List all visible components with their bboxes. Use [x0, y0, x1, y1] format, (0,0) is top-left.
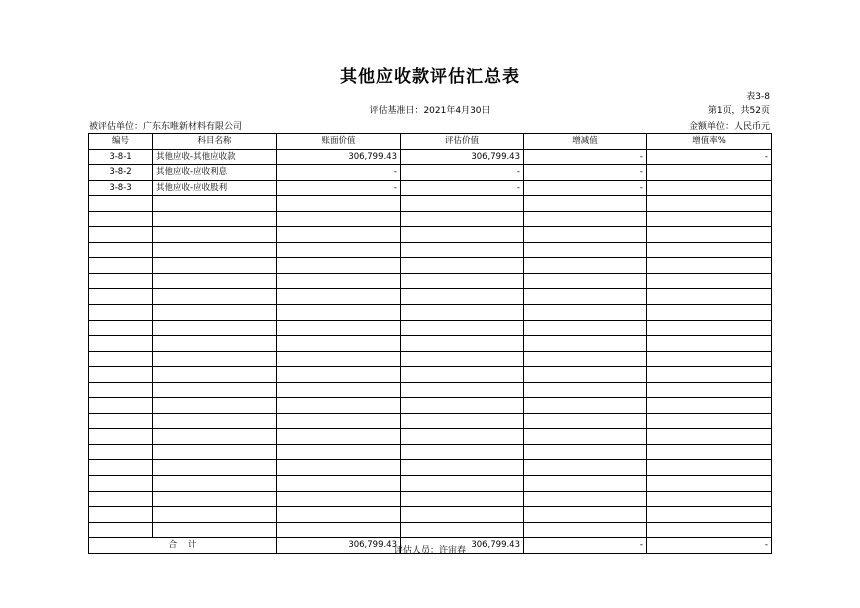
- currency-unit: 金额单位：人民币元: [688, 122, 770, 132]
- empty-row: [89, 367, 772, 383]
- empty-cell: [89, 382, 153, 398]
- empty-cell: [277, 398, 401, 414]
- empty-cell: [524, 522, 647, 538]
- empty-cell: [647, 305, 772, 321]
- empty-cell: [89, 413, 153, 429]
- cell-code: 3-8-2: [89, 165, 153, 181]
- table-number: 表3-8: [746, 92, 770, 102]
- empty-cell: [89, 507, 153, 523]
- header-name: 科目名称: [153, 134, 277, 150]
- empty-cell: [153, 273, 277, 289]
- empty-cell: [401, 382, 524, 398]
- empty-cell: [524, 273, 647, 289]
- cell-appraised-value: -: [401, 165, 524, 181]
- empty-cell: [277, 382, 401, 398]
- empty-cell: [89, 336, 153, 352]
- total-book-value: 306,799.43: [277, 538, 401, 554]
- cell-name: 其他应收-应收股利: [153, 180, 277, 196]
- empty-cell: [524, 211, 647, 227]
- header-code: 编号: [89, 134, 153, 150]
- empty-cell: [277, 196, 401, 212]
- empty-cell: [524, 320, 647, 336]
- empty-cell: [647, 227, 772, 243]
- empty-cell: [153, 413, 277, 429]
- empty-cell: [524, 398, 647, 414]
- empty-cell: [647, 398, 772, 414]
- empty-row: [89, 522, 772, 538]
- empty-cell: [153, 351, 277, 367]
- empty-cell: [524, 491, 647, 507]
- empty-cell: [401, 522, 524, 538]
- empty-row: [89, 413, 772, 429]
- empty-cell: [401, 196, 524, 212]
- empty-row: [89, 289, 772, 305]
- cell-rate: [647, 165, 772, 181]
- empty-cell: [647, 242, 772, 258]
- empty-cell: [401, 367, 524, 383]
- appraiser: 评估人员：许宙春: [393, 546, 466, 556]
- cell-rate: [647, 180, 772, 196]
- empty-cell: [647, 382, 772, 398]
- empty-cell: [277, 413, 401, 429]
- empty-cell: [153, 336, 277, 352]
- empty-cell: [401, 258, 524, 274]
- entity-name: 被评估单位：广东东唯新材料有限公司: [89, 122, 243, 132]
- empty-cell: [277, 351, 401, 367]
- empty-cell: [153, 491, 277, 507]
- empty-cell: [524, 289, 647, 305]
- table-header-row: [89, 134, 772, 150]
- empty-cell: [277, 211, 401, 227]
- empty-cell: [89, 227, 153, 243]
- empty-cell: [89, 491, 153, 507]
- empty-row: [89, 258, 772, 274]
- empty-cell: [89, 211, 153, 227]
- empty-cell: [401, 289, 524, 305]
- empty-cell: [524, 351, 647, 367]
- empty-cell: [89, 444, 153, 460]
- empty-cell: [647, 491, 772, 507]
- empty-cell: [153, 196, 277, 212]
- empty-row: [89, 211, 772, 227]
- empty-cell: [89, 429, 153, 445]
- empty-cell: [647, 429, 772, 445]
- empty-row: [89, 351, 772, 367]
- empty-cell: [524, 444, 647, 460]
- base-date: 评估基准日：2021年4月30日: [369, 106, 491, 116]
- empty-cell: [524, 507, 647, 523]
- empty-cell: [524, 476, 647, 492]
- empty-row: [89, 382, 772, 398]
- empty-row: [89, 491, 772, 507]
- empty-cell: [89, 367, 153, 383]
- empty-row: [89, 227, 772, 243]
- empty-cell: [277, 444, 401, 460]
- table-row: [89, 149, 772, 165]
- cell-change: -: [524, 149, 647, 165]
- empty-cell: [401, 491, 524, 507]
- empty-cell: [401, 413, 524, 429]
- empty-cell: [277, 460, 401, 476]
- empty-cell: [89, 289, 153, 305]
- empty-cell: [524, 196, 647, 212]
- cell-appraised-value: -: [401, 180, 524, 196]
- empty-cell: [401, 460, 524, 476]
- empty-cell: [277, 227, 401, 243]
- empty-cell: [89, 273, 153, 289]
- empty-cell: [647, 273, 772, 289]
- empty-cell: [647, 211, 772, 227]
- table-row: [89, 165, 772, 181]
- empty-cell: [153, 522, 277, 538]
- empty-row: [89, 273, 772, 289]
- empty-row: [89, 460, 772, 476]
- cell-book-value: -: [277, 180, 401, 196]
- empty-cell: [89, 242, 153, 258]
- empty-cell: [401, 444, 524, 460]
- empty-cell: [647, 351, 772, 367]
- header-book-value: 账面价值: [277, 134, 401, 150]
- empty-cell: [277, 522, 401, 538]
- empty-cell: [89, 196, 153, 212]
- empty-row: [89, 507, 772, 523]
- empty-cell: [277, 507, 401, 523]
- empty-row: [89, 320, 772, 336]
- empty-cell: [89, 398, 153, 414]
- cell-code: 3-8-1: [89, 149, 153, 165]
- empty-cell: [89, 351, 153, 367]
- empty-row: [89, 444, 772, 460]
- empty-cell: [401, 398, 524, 414]
- empty-cell: [524, 336, 647, 352]
- empty-cell: [401, 336, 524, 352]
- header-change: 增减值: [524, 134, 647, 150]
- empty-cell: [153, 211, 277, 227]
- empty-cell: [277, 429, 401, 445]
- empty-row: [89, 242, 772, 258]
- empty-cell: [401, 211, 524, 227]
- empty-cell: [647, 320, 772, 336]
- empty-cell: [153, 444, 277, 460]
- cell-book-value: -: [277, 165, 401, 181]
- empty-cell: [647, 522, 772, 538]
- empty-cell: [647, 413, 772, 429]
- cell-appraised-value: 306,799.43: [401, 149, 524, 165]
- page-title: 其他应收款评估汇总表: [340, 67, 520, 87]
- cell-book-value: 306,799.43: [277, 149, 401, 165]
- empty-cell: [524, 227, 647, 243]
- empty-cell: [647, 196, 772, 212]
- empty-cell: [153, 258, 277, 274]
- empty-cell: [401, 351, 524, 367]
- empty-cell: [647, 289, 772, 305]
- empty-cell: [401, 507, 524, 523]
- summary-table: [88, 133, 772, 554]
- empty-cell: [89, 476, 153, 492]
- empty-cell: [277, 289, 401, 305]
- empty-cell: [153, 507, 277, 523]
- empty-cell: [524, 258, 647, 274]
- empty-cell: [647, 507, 772, 523]
- total-rate: -: [647, 538, 772, 554]
- empty-cell: [153, 227, 277, 243]
- empty-row: [89, 196, 772, 212]
- empty-cell: [647, 336, 772, 352]
- empty-cell: [277, 320, 401, 336]
- empty-cell: [277, 305, 401, 321]
- empty-cell: [153, 367, 277, 383]
- empty-cell: [524, 460, 647, 476]
- empty-cell: [89, 258, 153, 274]
- empty-cell: [277, 367, 401, 383]
- empty-cell: [89, 460, 153, 476]
- table-row: [89, 180, 772, 196]
- empty-cell: [401, 320, 524, 336]
- empty-cell: [647, 460, 772, 476]
- cell-code: 3-8-3: [89, 180, 153, 196]
- empty-row: [89, 336, 772, 352]
- cell-name: 其他应收-应收利息: [153, 165, 277, 181]
- empty-cell: [524, 413, 647, 429]
- empty-cell: [277, 258, 401, 274]
- empty-row: [89, 398, 772, 414]
- empty-row: [89, 476, 772, 492]
- total-appraised-value: 306,799.43: [401, 538, 524, 554]
- page-info: 第1页，共52页: [707, 106, 770, 116]
- empty-cell: [153, 398, 277, 414]
- cell-change: -: [524, 165, 647, 181]
- empty-cell: [153, 460, 277, 476]
- cell-name: 其他应收-其他应收款: [153, 149, 277, 165]
- empty-cell: [153, 289, 277, 305]
- empty-cell: [401, 273, 524, 289]
- empty-cell: [647, 476, 772, 492]
- empty-cell: [277, 476, 401, 492]
- empty-cell: [89, 320, 153, 336]
- empty-cell: [89, 522, 153, 538]
- cell-change: -: [524, 180, 647, 196]
- empty-cell: [153, 476, 277, 492]
- cell-rate: -: [647, 149, 772, 165]
- empty-row: [89, 305, 772, 321]
- empty-cell: [401, 227, 524, 243]
- empty-cell: [277, 273, 401, 289]
- empty-cell: [89, 305, 153, 321]
- empty-cell: [524, 305, 647, 321]
- empty-cell: [524, 242, 647, 258]
- empty-row: [89, 429, 772, 445]
- empty-cell: [524, 429, 647, 445]
- empty-cell: [153, 305, 277, 321]
- empty-cell: [401, 476, 524, 492]
- empty-cell: [647, 258, 772, 274]
- empty-cell: [647, 367, 772, 383]
- empty-cell: [153, 242, 277, 258]
- empty-cell: [277, 336, 401, 352]
- empty-cell: [401, 305, 524, 321]
- empty-cell: [153, 320, 277, 336]
- total-change: -: [524, 538, 647, 554]
- header-appraised-value: 评估价值: [401, 134, 524, 150]
- empty-cell: [277, 242, 401, 258]
- empty-cell: [277, 491, 401, 507]
- empty-cell: [524, 367, 647, 383]
- empty-cell: [401, 242, 524, 258]
- empty-cell: [153, 429, 277, 445]
- header-rate: 增值率%: [647, 134, 772, 150]
- empty-cell: [401, 429, 524, 445]
- empty-cell: [153, 382, 277, 398]
- empty-cell: [647, 444, 772, 460]
- empty-cell: [524, 382, 647, 398]
- total-label: 合 计: [89, 538, 277, 554]
